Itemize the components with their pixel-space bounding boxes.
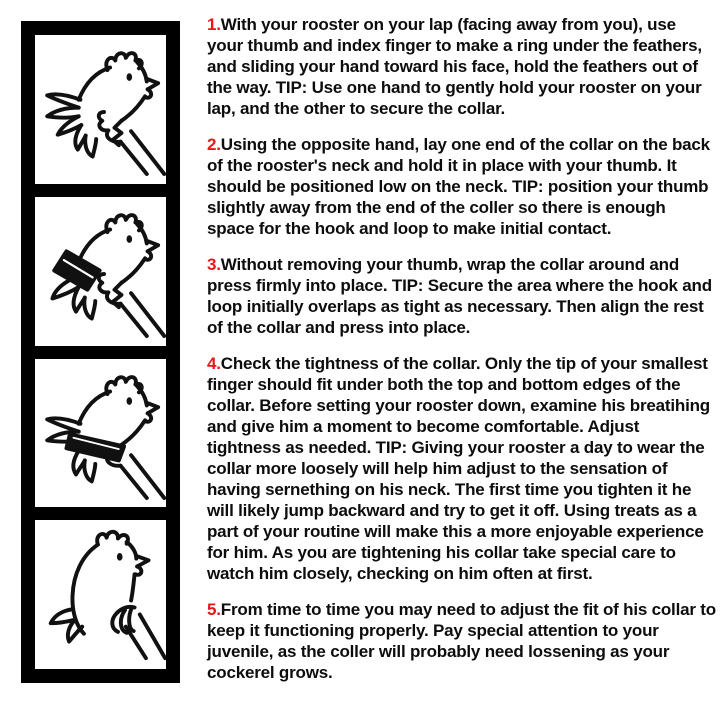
step-3-text: Without removing your thumb, wrap the collar around and press firmly into place. TIP: Secure the area where the hook and loop initially overlaps as tight as necessary. Then align the rest of the collar and press into place. (207, 255, 712, 337)
step-4-number: 4. (207, 354, 221, 373)
step-1-paragraph (207, 14, 716, 119)
illustration-panel-step4 (30, 515, 171, 674)
rooster-collar-end-placed-on-neck-illustration (35, 197, 166, 346)
illustration-panel-step1 (30, 30, 171, 189)
illustration-panel-step3 (30, 354, 171, 513)
step-4-paragraph (207, 353, 716, 584)
step-5-text: From time to time you may need to adjust the fit of his collar to keep it functioning properly. Pay special attention to your juvenile, as the coller will probably need lossening as your cockerel grows. (207, 600, 716, 682)
step-1-number: 1. (207, 15, 221, 34)
rooster-collar-wrapped-around-neck-illustration (35, 359, 166, 508)
instructions-column (207, 14, 716, 698)
step-2-number: 2. (207, 135, 221, 154)
rooster-hand-holding-feathers-illustration (35, 35, 166, 184)
step-3-paragraph (207, 254, 716, 338)
step-3-number: 3. (207, 255, 221, 274)
rooster-tightness-check-with-fingers-illustration (35, 520, 166, 669)
step-2-paragraph (207, 134, 716, 239)
step-5-paragraph (207, 599, 716, 683)
step-4-text: Check the tightness of the collar. Only the tip of your smallest finger should fit under both the top and bottom edges of the collar. Before setting your rooster down, examine his breatihing and give him a moment to become comfortable. Adjust tightness as needed. TIP: Giving your rooster a day to wear the collar more loosely will help him adjust to the sensation of having sernething on his neck. The first time you tighten it he will likely jump backward and try to get it off. Using treats as a part of your routine will make this a more enjoyable experience for him. As you are tightening his collar take special care to watch him closely, checking on him often at first. (207, 354, 710, 583)
illustration-strip (21, 21, 180, 683)
step-5-number: 5. (207, 600, 221, 619)
illustration-panel-step2 (30, 192, 171, 351)
step-1-text: With your rooster on your lap (facing away from you), use your thumb and index finger to make a ring under the feathers, and sliding your hand toward his face, hold the feathers out of the way. TIP: Use one hand to gently hold your rooster on your lap, and the other to secure the collar. (207, 15, 702, 118)
step-2-text: Using the opposite hand, lay one end of the collar on the back of the rooster's neck and hold it in place with your thumb. It should be positioned low on the neck. TIP: position your thumb slightly away from the end of the coller so there is enough space for the hook and loop to make initial contact. (207, 135, 710, 238)
